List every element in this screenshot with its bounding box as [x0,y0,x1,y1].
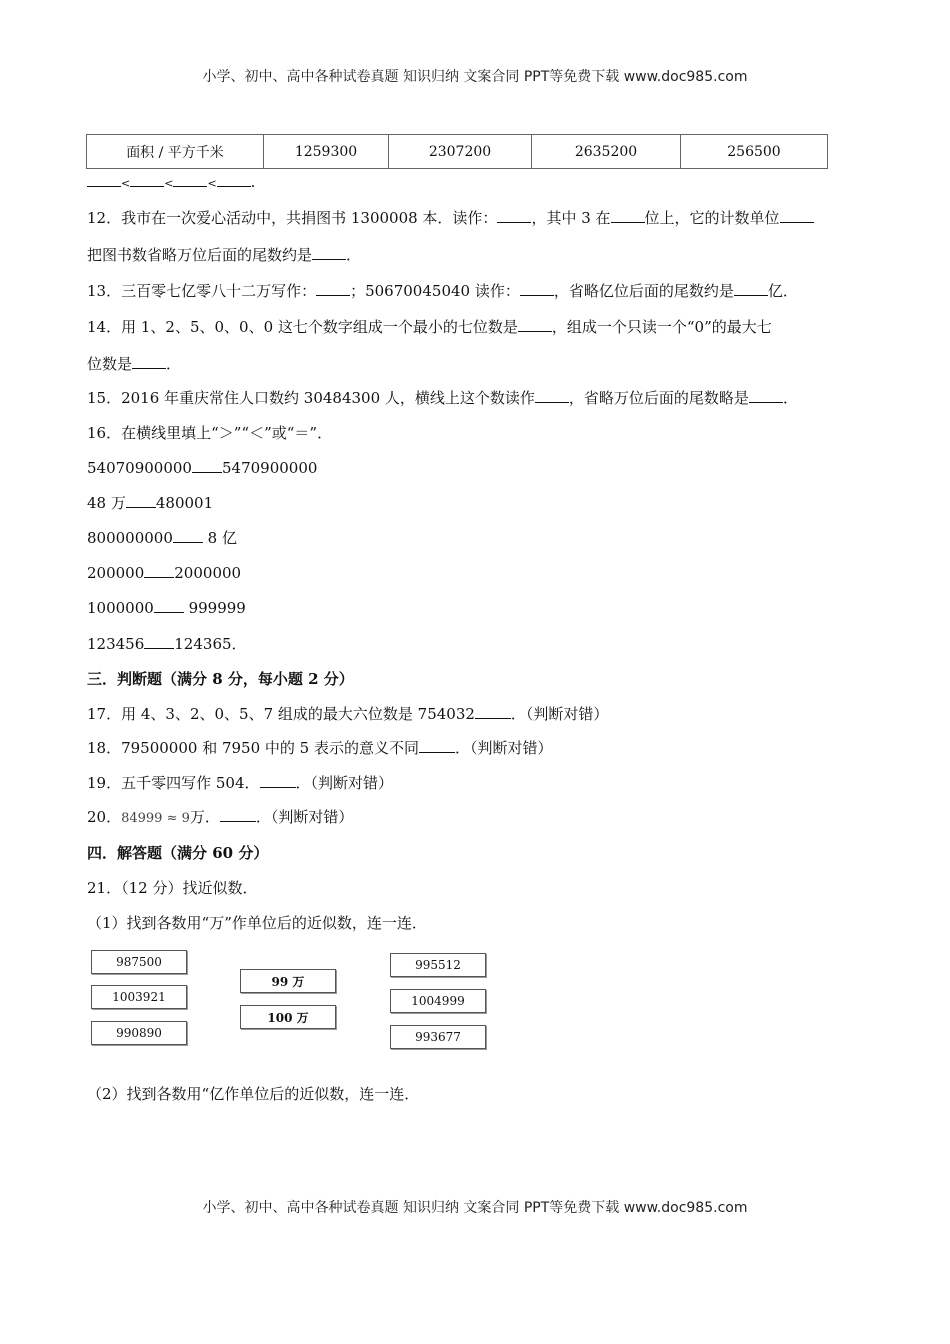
question-14: 14．用 1、2、5、0、0、0 这七个数字组成一个最小的七位数是 ，组成一个只读一个“0”的最大七 [87,318,772,336]
question-17: 17．用 4、3、2、0、5、7 组成的最大六位数是 754032 ．（判断对错） [87,705,609,723]
table-cell: 2307200 [389,135,532,169]
page-footer: 小学、初中、高中各种试卷真题 知识归纳 文案合同 PPT等免费下载 www.doc985.com [202,1200,748,1216]
match-box-middle: 100 万 [240,1005,336,1029]
section-3-heading: 三．判断题（满分 8 分，每小题 2 分） [87,670,354,688]
match-box-left: 987500 [91,950,187,974]
match-box-left: 990890 [91,1021,187,1045]
question-12-cont: 把图书数省略万位后面的尾数约是 ． [87,246,362,264]
section-4-heading: 四．解答题（满分 60 分） [87,844,269,862]
match-box-right: 995512 [390,953,486,977]
question-18: 18．79500000 和 7950 中的 5 表示的意义不同 ．（判断对错） [87,739,553,757]
question-14-cont: 位数是 ． [87,355,182,373]
page-header: 小学、初中、高中各种试卷真题 知识归纳 文案合同 PPT等免费下载 www.doc985.com [202,69,748,85]
compare-item: 123456 124365． [87,635,247,653]
table-cell-label: 面积 / 平方千米 [87,135,264,169]
compare-item: 800000000 8 亿 [87,529,237,547]
match-box-right: 1004999 [390,989,486,1013]
match-box-left: 1003921 [91,985,187,1009]
question-15: 15．2016 年重庆常住人口数约 30484300 人，横线上这个数读作 ，省略万位后面的尾数略是 ． [87,389,798,407]
question-16-title: 16．在横线里填上“＞”“＜”或“＝”． [87,424,333,442]
compare-item: 48 万 480001 [87,494,214,512]
question-13: 13．三百零七亿零八十二万写作： ；50670045040 读作： ，省略亿位后面的尾数约是 亿． [87,282,798,300]
question-21: 21．（12 分）找近似数． [87,879,258,897]
question-21-part-2: （2）找到各数用“亿作单位后的近似数，连一连． [87,1085,420,1103]
table-cell: 1259300 [264,135,389,169]
question-20: 20．84999 ≈ 9万． ．（判断对错） [87,808,354,826]
compare-item: 54070900000 5470900000 [87,459,318,477]
area-table [86,134,828,169]
question-21-part-1: （1）找到各数用“万”作单位后的近似数，连一连． [87,914,427,932]
question-12: 12．我市在一次爱心活动中，共捐图书 1300008 本．读作： ，其中 3 在 位上，它的计数单位 [87,208,814,228]
table-cell: 2635200 [532,135,681,169]
table-row [87,135,828,169]
match-box-middle: 99 万 [240,969,336,993]
match-box-right: 993677 [390,1025,486,1049]
compare-item: 1000000 999999 [87,599,246,617]
question-19: 19．五千零四写作 504． ．（判断对错） [87,774,394,792]
table-cell: 256500 [681,135,828,169]
compare-item: 200000 2000000 [87,564,242,582]
order-blanks: < < < . [87,172,255,194]
